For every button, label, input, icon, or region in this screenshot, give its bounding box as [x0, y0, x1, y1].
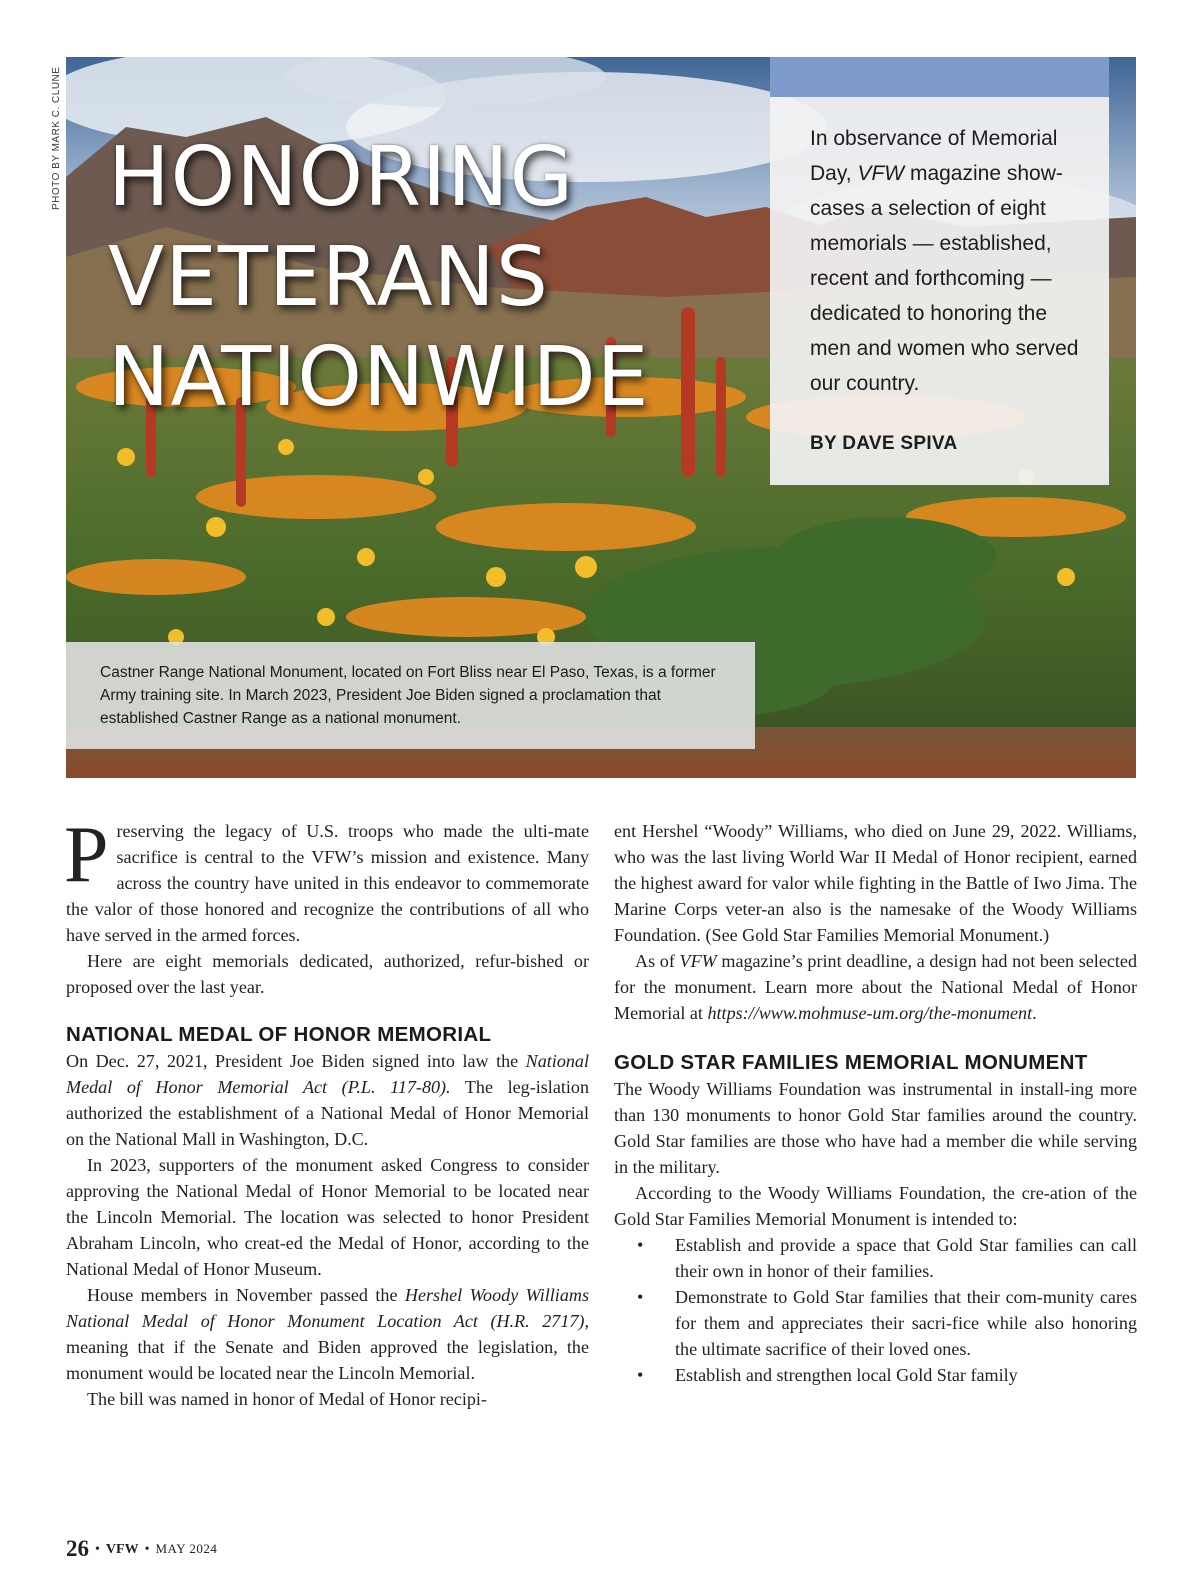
- issue-date: MAY 2024: [155, 1541, 218, 1556]
- bullet-icon: •: [637, 1235, 644, 1255]
- intro-text-part: In observance of Memorial Day,: [810, 127, 1058, 185]
- separator-dot: •: [95, 1542, 100, 1557]
- intro-text-part: magazine show-cases a selection of eight memorials — established, recent and forthcoming — dedicated to honoring the men and women who served our country.: [810, 162, 1079, 395]
- list-item: [635, 1362, 1137, 1388]
- page-footer: [66, 1536, 217, 1562]
- intro-magazine-name: VFW: [857, 162, 905, 185]
- list-item: [635, 1232, 1137, 1284]
- page-number: 26: [66, 1536, 89, 1561]
- memorial-link[interactable]: https://www.mohmuse-um.org/the-monument: [707, 1003, 1033, 1023]
- headline-line-2: VETERANS: [108, 230, 549, 325]
- paragraph: In 2023, supporters of the monument asked Congress to consider approving the National Medal of Honor Memorial to be located near the Lincoln Memorial. The location was selected to honor President Abraham Lincoln, who creat-ed the Medal of Honor, according to the National Medal of Honor Museum.: [66, 1155, 589, 1279]
- intro-accent-bar: [770, 57, 1109, 97]
- paragraph-text: meaning that if the Senate and Biden approved the legislation, the monument would be located near the Lincoln Memorial.: [66, 1337, 589, 1383]
- paragraph: [64, 811, 589, 948]
- article-column-left: [64, 811, 589, 1412]
- paragraph: [614, 948, 1137, 1026]
- paragraph-text: reserving the legacy of U.S. troops who made the ulti-mate sacrifice is central to the VFW’s mission and existence. Many across the country have united in this endeavor to commemorate the valor of those honored and recognize the contributions of all who have served in the armed forces.: [66, 821, 589, 945]
- paragraph: [66, 1282, 589, 1386]
- article-column-right: [614, 818, 1137, 1388]
- byline: BY DAVE SPIVA: [810, 433, 958, 454]
- intro-panel: [770, 97, 1109, 485]
- headline: [108, 128, 768, 428]
- photo-credit: PHOTO BY MARK C. CLUNE: [51, 66, 62, 210]
- list-item: [635, 1284, 1137, 1362]
- section-heading: NATIONAL MEDAL OF HONOR MEMORIAL: [66, 1023, 492, 1046]
- paragraph-text: As of: [635, 951, 680, 971]
- magazine-name: VFW: [105, 1542, 139, 1557]
- section-heading: GOLD STAR FAMILIES MEMORIAL MONUMENT: [614, 1051, 1088, 1074]
- paragraph: ent Hershel “Woody” Williams, who died on June 29, 2022. Williams, who was the last living World War II Medal of Honor recipient, earned the highest award for valor while fighting in the Battle of Iwo Jima. The Marine Corps veter-an also is the namesake of the Woody Williams Foundation. (See Gold Star Families Memorial Monument.): [614, 821, 1137, 945]
- photo-caption: Castner Range National Monument, located on Fort Bliss near El Paso, Texas, is a former Army training site. In March 2023, President Joe Biden signed a proclamation that established Castner Range as a national monument.: [66, 642, 755, 749]
- bullet-icon: •: [637, 1287, 644, 1307]
- paragraph-text: On Dec. 27, 2021, President Joe Biden signed into law the: [66, 1051, 526, 1071]
- list-item-text: Demonstrate to Gold Star families that their com-munity cares for them and appreciates their sacri-fice while also honoring the ultimate sacrifice of their loved ones.: [675, 1287, 1137, 1359]
- paragraph: Here are eight memorials dedicated, authorized, refur-bished or proposed over the last year.: [66, 951, 589, 997]
- paragraph-text: House members in November passed the: [87, 1285, 405, 1305]
- intro-text: [810, 121, 1089, 401]
- paragraph-text: .: [1032, 1003, 1037, 1023]
- paragraph: [66, 1048, 589, 1152]
- paragraph: According to the Woody Williams Foundation, the cre-ation of the Gold Star Families Memorial Monument is intended to:: [614, 1183, 1137, 1229]
- paragraph-text: The leg-islation authorized the establishment of a National Medal of Honor Memorial on the National Mall in Washington, D.C.: [66, 1077, 589, 1149]
- act-title: Hershel Woody Williams National Medal of Honor Monument Location Act (H.R. 2717),: [66, 1285, 589, 1331]
- separator-dot: •: [144, 1542, 150, 1557]
- bullet-list: [635, 1232, 1137, 1388]
- magazine-name: VFW: [679, 951, 717, 971]
- act-title: National Medal of Honor Memorial Act (P.L. 117-80).: [66, 1051, 589, 1097]
- paragraph-text: magazine’s print deadline, a design had not been selected for the monument. Learn more about the National Medal of Honor Memorial at: [614, 951, 1137, 1023]
- headline-line-3: NATIONWIDE: [108, 330, 650, 425]
- bullet-icon: •: [637, 1365, 644, 1385]
- paragraph: The Woody Williams Foundation was instrumental in install-ing more than 130 monuments to honor Gold Star families around the country. Gold Star families are those who have had a member die while serving in the military.: [614, 1079, 1137, 1177]
- drop-cap: P: [64, 811, 109, 899]
- paragraph: The bill was named in honor of Medal of Honor recipi-: [87, 1389, 487, 1409]
- headline-line-1: HONORING: [108, 130, 575, 225]
- list-item-text: Establish and strengthen local Gold Star family: [675, 1365, 1018, 1385]
- list-item-text: Establish and provide a space that Gold Star families can call their own in honor of their families.: [675, 1235, 1137, 1281]
